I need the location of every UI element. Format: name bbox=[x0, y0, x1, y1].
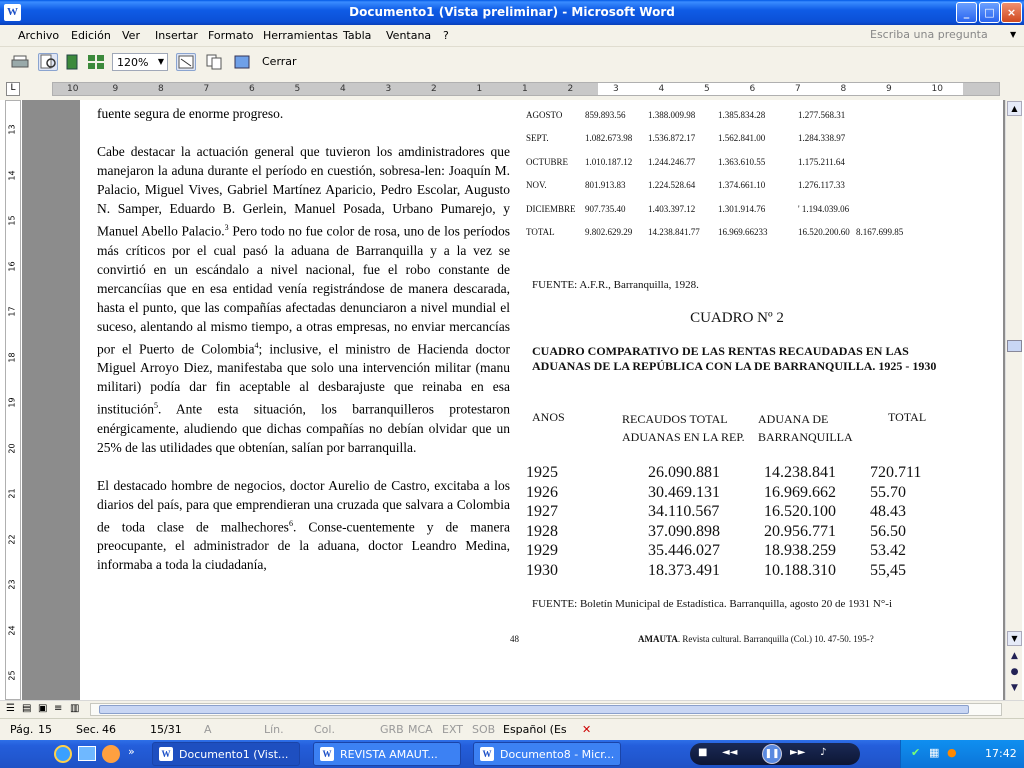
normal-view-icon[interactable]: ☰ bbox=[6, 703, 15, 714]
close-preview-button[interactable]: Cerrar bbox=[262, 55, 297, 68]
cuadro-heading: CUADRO Nº 2 bbox=[690, 310, 784, 326]
clock[interactable]: 17:42 bbox=[985, 747, 1017, 760]
minimize-button[interactable]: _ bbox=[956, 2, 977, 23]
ruler-row bbox=[0, 77, 1024, 100]
ruler-mark: 18 bbox=[7, 351, 17, 363]
ruler-mark: 3 bbox=[385, 84, 392, 94]
full-screen-icon[interactable] bbox=[232, 53, 252, 71]
preview-workspace bbox=[22, 100, 1005, 700]
menu-edicion[interactable]: Edición bbox=[71, 29, 111, 42]
ruler-mark: 19 bbox=[7, 397, 17, 408]
status-sec-label: Sec. bbox=[76, 723, 100, 736]
horizontal-scroll-row bbox=[0, 700, 1024, 718]
page-number: 48 bbox=[510, 634, 519, 644]
magnifier-icon[interactable] bbox=[38, 53, 58, 71]
status-a: A bbox=[204, 723, 212, 736]
month-label: NOV. bbox=[526, 180, 547, 191]
year-label: 1926 bbox=[526, 483, 558, 501]
media-player-controls bbox=[690, 743, 860, 765]
table-cell: 1.224.528.64 bbox=[648, 180, 696, 191]
vertical-scrollbar[interactable] bbox=[1005, 100, 1022, 700]
system-tray bbox=[900, 740, 1024, 768]
cuadro-cell: 26.090.881 bbox=[648, 464, 720, 481]
print-view-icon[interactable]: ▣ bbox=[38, 703, 48, 714]
ruler-mark: 6 bbox=[749, 84, 756, 94]
cuadro-cell: 720.711 bbox=[870, 464, 922, 481]
table-cell: 9.802.629.29 bbox=[585, 227, 633, 237]
ruler-mark: 22 bbox=[7, 533, 17, 545]
scroll-up-icon[interactable]: ▲ bbox=[1007, 101, 1022, 116]
status-bar bbox=[0, 718, 1024, 740]
table-cell: 14.238.841.77 bbox=[648, 227, 700, 237]
status-page-label: Pág. bbox=[10, 723, 34, 736]
table-cell: 1.562.841.00 bbox=[718, 133, 766, 144]
cuadro-cell: 30.469.131 bbox=[648, 483, 720, 501]
menu-archivo[interactable]: Archivo bbox=[18, 29, 60, 42]
one-page-icon[interactable] bbox=[62, 53, 82, 71]
cuadro-cell: 55.70 bbox=[870, 483, 906, 501]
previous-track-icon[interactable]: ◄◄ bbox=[722, 747, 738, 758]
cuadro-subtitle: CUADRO COMPARATIVO DE LAS RENTAS RECAUDADAS EN LAS ADUANAS DE LA REPÚBLICA CON LA DE BARRANQUILLA. 1925 - 1930 bbox=[532, 344, 937, 373]
ruler-mark: 16 bbox=[7, 260, 17, 272]
volume-icon[interactable]: ♪ bbox=[820, 747, 827, 758]
ruler-mark: 9 bbox=[886, 84, 892, 94]
table-cell: 1.388.009.98 bbox=[648, 110, 696, 120]
title-bar bbox=[0, 0, 1024, 25]
ruler-mark: 1 bbox=[522, 84, 528, 94]
status-sec-value: 46 bbox=[102, 723, 116, 736]
print-preview-toolbar bbox=[0, 47, 1024, 77]
h-scroll-thumb[interactable] bbox=[99, 705, 969, 714]
task-revista[interactable]: W REVISTA AMAUT... bbox=[313, 742, 461, 766]
previous-page-icon[interactable]: ▲ bbox=[1011, 651, 1018, 661]
col-header-barranquilla: ADUANA DE BARRANQUILLA bbox=[758, 412, 853, 444]
pause-icon[interactable]: ❚❚ bbox=[762, 744, 782, 764]
window-title: Documento1 (Vista preliminar) - Microsoft Word bbox=[349, 5, 675, 19]
table-cell: 1.536.872.17 bbox=[648, 133, 696, 144]
ruler-mark: 14 bbox=[7, 169, 17, 181]
zoom-select[interactable] bbox=[112, 53, 168, 71]
table-cell: 8.167.699.85 bbox=[856, 227, 904, 237]
horizontal-scrollbar[interactable] bbox=[90, 703, 1002, 716]
cuadro-cell: 53.42 bbox=[870, 542, 906, 560]
ruler-mark: 9 bbox=[112, 84, 119, 94]
desktop-icon[interactable] bbox=[78, 746, 96, 761]
table-cell: 1.175.211.64 bbox=[798, 156, 845, 167]
ruler-mark: 3 bbox=[613, 84, 619, 94]
cuadro-cell: 16.520.100 bbox=[764, 503, 836, 521]
view-ruler-icon[interactable] bbox=[176, 53, 196, 71]
security-icon[interactable]: ✔ bbox=[911, 746, 921, 759]
status-lin: Lín. bbox=[264, 723, 284, 736]
table-cell: 1.010.187.12 bbox=[585, 156, 633, 167]
ruler-mark: 20 bbox=[7, 442, 17, 454]
table-cell: 907.735.40 bbox=[585, 203, 626, 214]
web-view-icon[interactable]: ▤ bbox=[22, 703, 32, 714]
shrink-to-fit-icon[interactable] bbox=[204, 53, 224, 71]
menu-help[interactable]: ? bbox=[443, 29, 449, 42]
status-language[interactable]: Español (Es bbox=[503, 723, 567, 736]
month-label: DICIEMBRE bbox=[526, 203, 576, 214]
maximize-button[interactable]: □ bbox=[979, 2, 1000, 23]
ask-question-input[interactable]: Escriba una pregunta bbox=[870, 28, 988, 41]
ruler-mark: 7 bbox=[203, 84, 210, 94]
col-header-pct: TOTAL bbox=[888, 410, 927, 424]
cuadro-cell: 56.50 bbox=[870, 522, 906, 540]
media-icon[interactable] bbox=[102, 745, 120, 763]
task-documento8[interactable]: W Documento8 - Micr... bbox=[473, 742, 621, 766]
month-label: OCTUBRE bbox=[526, 156, 569, 167]
year-label: 1928 bbox=[526, 522, 558, 540]
reading-view-icon[interactable]: ▥ bbox=[70, 703, 80, 714]
status-sob[interactable]: SOB bbox=[472, 723, 496, 736]
next-page-icon[interactable]: ▼ bbox=[1011, 683, 1018, 693]
menu-formato[interactable]: Formato bbox=[208, 29, 254, 42]
ruler-mark: 10 bbox=[67, 84, 79, 94]
cuadro-cell: 18.938.259 bbox=[764, 542, 836, 560]
table-cell: 1.403.397.12 bbox=[648, 203, 696, 214]
cuadro-cell: 16.969.662 bbox=[764, 483, 836, 501]
antivirus-icon[interactable]: ● bbox=[947, 746, 957, 759]
intro-line: fuente segura de enorme progreso. bbox=[97, 106, 284, 121]
horizontal-ruler[interactable] bbox=[52, 82, 1000, 96]
taskbar bbox=[0, 740, 1024, 768]
month-label: AGOSTO bbox=[526, 110, 563, 120]
year-label: 1929 bbox=[526, 542, 558, 560]
ruler-mark: 13 bbox=[7, 124, 17, 135]
cuadro-source: FUENTE: Boletín Municipal de Estadística. Barranquilla, agosto 20 de 1931 N°-i bbox=[532, 598, 892, 610]
cuadro-cell: 37.090.898 bbox=[648, 522, 720, 540]
word-icon[interactable]: W bbox=[4, 4, 21, 21]
ruler-mark: 25 bbox=[7, 670, 17, 681]
ruler-mark: 15 bbox=[7, 215, 17, 226]
ie-icon[interactable] bbox=[54, 745, 72, 763]
ruler-mark: 5 bbox=[294, 84, 301, 94]
col-header-years: ANOS bbox=[532, 410, 565, 424]
ruler-mark: 5 bbox=[704, 84, 710, 94]
ruler-mark: 8 bbox=[158, 84, 164, 94]
next-track-icon[interactable]: ►► bbox=[790, 747, 806, 758]
menu-insertar[interactable]: Insertar bbox=[155, 29, 198, 42]
table-cell: 801.913.83 bbox=[585, 180, 626, 191]
print-icon[interactable] bbox=[10, 53, 30, 71]
table-cell: 1.082.673.98 bbox=[585, 133, 633, 144]
status-grb[interactable]: GRB bbox=[380, 723, 404, 736]
menu-herramientas[interactable]: Herramientas bbox=[263, 29, 338, 42]
close-button[interactable]: × bbox=[1001, 2, 1022, 23]
year-label: 1930 bbox=[526, 562, 558, 579]
outline-view-icon[interactable]: ≡ bbox=[54, 703, 63, 714]
chevron-down-icon: ▼ bbox=[157, 57, 164, 66]
status-page-count: 15/31 bbox=[150, 723, 182, 736]
paragraph-1: Cabe destacar la actuación general que tuvieron los amdinistradores que manejaron la aduna durante el período en cuestión, sobresa-len: Joaquín M. Palacio, Miguel Vives, Gabriel Martínez Aparicio, Pedro Escolar, Augusto N. Samper, Eduardo B. Gerlein, Manuel Posada, Urbano Pumarejo, y Manuel Abello Palacio.$^3$ Pero todo no fue color de rosa, uno de los períodos más críticos por el cual pasó la aduana de Barranquilla y a la vez se convirtió en un escándalo a nivel nacional, fue el robo constante de mercancíias que en esa entidad venía registrándose de manera descarada, hasta el punto, que las compañías afectadas denunciaron a nivel mundial el suceso, alentando al mismo tiempo, a otras empresas, no enviar mercancías por el Puerto de Colombia$^4$; inclusive, el ministro de Hacienda doctor Miguel Arroyo Diez, manifestaba que solo una intervención militar (manu militari) podía dar fin aceptable al desbarajuste que reinaba en esa institución$^5$. Ante esta situación, los barranquilleros protestaron enérgicamente, aludiendo que dichas compañías no debían olvidar que un 25% de las utilidades que obtenían, salían por barranquilla. bbox=[97, 144, 510, 455]
month-label: TOTAL bbox=[526, 227, 555, 237]
ruler-mark: 8 bbox=[840, 84, 847, 94]
cuadro-cell: 55,45 bbox=[870, 562, 906, 579]
year-label: 1925 bbox=[526, 464, 558, 481]
quick-launch bbox=[0, 740, 148, 768]
stop-icon[interactable]: ■ bbox=[698, 747, 708, 758]
table-cell: 1.284.338.97 bbox=[798, 133, 846, 144]
col-header-total: RECAUDOS TOTAL ADUANAS EN LA REP. bbox=[622, 412, 745, 444]
table-cell: 1.244.246.77 bbox=[648, 156, 696, 167]
cuadro-cell: 48.43 bbox=[870, 503, 906, 521]
cuadro-cell: 35.446.027 bbox=[648, 542, 720, 560]
ruler-mark: 4 bbox=[340, 84, 346, 94]
cuadro-cell: 34.110.567 bbox=[648, 503, 720, 521]
cuadro-cell: 20.956.771 bbox=[764, 522, 836, 540]
task-documento1[interactable]: W Documento1 (Vist... bbox=[152, 742, 300, 766]
quick-launch-more-icon[interactable]: » bbox=[128, 745, 135, 758]
ruler-mark: 4 bbox=[658, 84, 665, 94]
paragraph-2: El destacado hombre de negocios, doctor Aurelio de Castro, excitaba a los diarios del país, para que emprendieran una cruzada que salvara a Colombia de toda clase de malhechores$^6$. Conse-cuentemente y de manera preocupante, el administrador de la aduana, doctor Leandro Medina, informaba a toda la ciudadanía, bbox=[97, 477, 510, 572]
multiple-pages-icon[interactable] bbox=[86, 53, 106, 71]
scroll-thumb[interactable] bbox=[1007, 340, 1022, 352]
ruler-mark: 6 bbox=[249, 84, 255, 94]
left-column-text bbox=[97, 104, 510, 593]
status-mca[interactable]: MCA bbox=[408, 723, 433, 736]
ruler-mark: 23 bbox=[7, 579, 17, 590]
table-cell: 16.520.200.60 bbox=[798, 227, 850, 237]
status-ext[interactable]: EXT bbox=[442, 723, 464, 736]
journal-footer: AMAUTA. Revista cultural. Barranquilla (Col.) 10. 47-50. 195-? bbox=[638, 634, 874, 644]
spelling-status-icon[interactable]: ✕ bbox=[582, 723, 592, 736]
ruler-mark: 24 bbox=[7, 624, 17, 636]
cuadro-cell: 10.188.310 bbox=[764, 562, 836, 579]
zoom-value: 120% bbox=[117, 56, 149, 69]
ruler-mark: 2 bbox=[567, 84, 574, 94]
menu-bar bbox=[0, 25, 1024, 47]
table-source: FUENTE: A.F.R., Barranquilla, 1928. bbox=[532, 279, 699, 291]
ruler-mark: 1 bbox=[476, 84, 483, 94]
status-col: Col. bbox=[314, 723, 335, 736]
status-page-value: 15 bbox=[38, 723, 52, 736]
chevron-down-icon[interactable]: ▼ bbox=[1010, 30, 1017, 39]
table-cell: 1.301.914.76 bbox=[718, 203, 766, 214]
table-cell: 1.363.610.55 bbox=[718, 156, 766, 167]
menu-tabla[interactable]: Tabla bbox=[343, 29, 372, 42]
table-cell: 1.277.568.31 bbox=[798, 110, 846, 120]
scroll-down-icon[interactable]: ▼ bbox=[1007, 631, 1022, 646]
menu-ver[interactable]: Ver bbox=[122, 29, 140, 42]
table-cell: 16.969.66233 bbox=[718, 227, 768, 237]
tab-selector-icon[interactable]: L bbox=[6, 82, 20, 96]
ruler-mark: 2 bbox=[431, 84, 437, 94]
table-cell: 1.385.834.28 bbox=[718, 110, 766, 120]
table-cell: 1.276.117.33 bbox=[798, 180, 845, 191]
ruler-mark: 10 bbox=[931, 84, 943, 94]
table-cell: ' 1.194.039.06 bbox=[798, 203, 850, 214]
year-label: 1927 bbox=[526, 503, 558, 521]
menu-ventana[interactable]: Ventana bbox=[386, 29, 432, 42]
table-cell: 1.374.661.10 bbox=[718, 180, 766, 191]
ruler-mark: 17 bbox=[7, 306, 17, 317]
table-cell: 859.893.56 bbox=[585, 110, 626, 120]
ruler-mark: 7 bbox=[795, 84, 801, 94]
month-label: SEPT. bbox=[526, 133, 549, 144]
cuadro-cell: 18.373.491 bbox=[648, 562, 720, 579]
vertical-ruler[interactable] bbox=[5, 100, 21, 700]
ruler-mark: 21 bbox=[7, 488, 17, 499]
document-page bbox=[80, 100, 1003, 700]
browse-object-icon[interactable]: ● bbox=[1010, 667, 1019, 677]
cuadro-cell: 14.238.841 bbox=[764, 464, 836, 481]
network-icon[interactable]: ▦ bbox=[929, 746, 940, 759]
